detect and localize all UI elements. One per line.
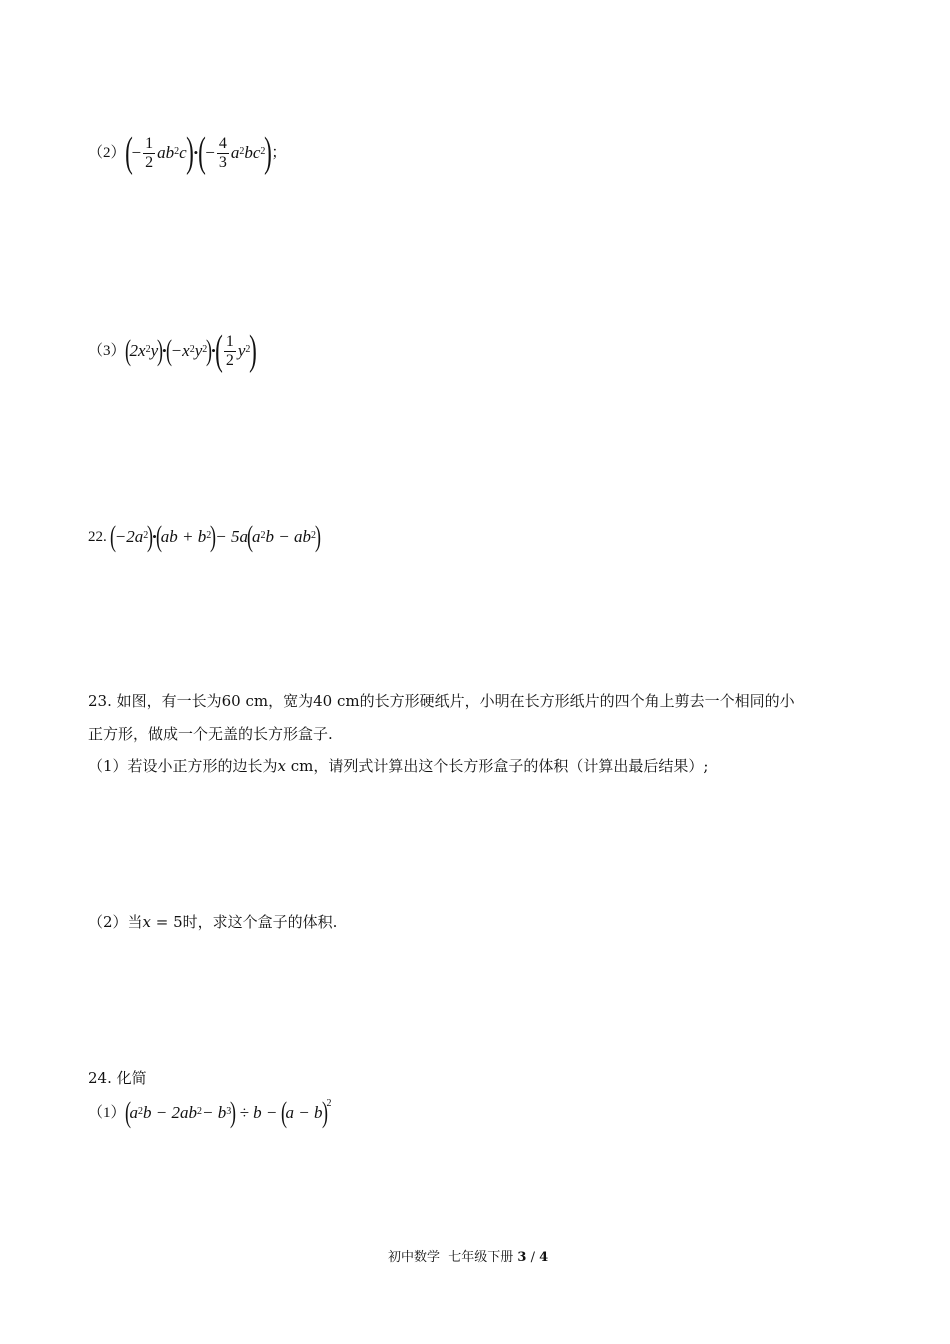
problem-24-1 xyxy=(88,1098,332,1128)
problem-label: 22. xyxy=(88,529,107,545)
left-paren: ( xyxy=(124,130,133,176)
page-total: 4 xyxy=(539,1250,549,1265)
dot-operator: • xyxy=(211,343,216,358)
right-paren: ) xyxy=(147,520,154,553)
problem-label: （2） xyxy=(88,145,126,161)
denominator: 2 xyxy=(145,153,154,171)
term: 2x xyxy=(129,341,146,360)
term: −x xyxy=(170,341,190,360)
problem-21-3 xyxy=(88,330,256,372)
term: a xyxy=(230,143,240,162)
dot-operator: • xyxy=(193,145,199,160)
page-number: 3 xyxy=(517,1250,527,1265)
exponent: 2 xyxy=(206,529,212,541)
left-paren: ( xyxy=(124,334,131,367)
problem-23-q1 xyxy=(88,756,708,776)
fraction xyxy=(217,135,229,172)
problem-23-line2: 正方形，做成一个无盖的长方形盒子. xyxy=(88,725,333,743)
numerator: 1 xyxy=(225,332,234,350)
left-paren: ( xyxy=(247,520,254,553)
right-paren: ) xyxy=(249,328,258,374)
problem-22 xyxy=(88,522,320,552)
left-paren: ( xyxy=(214,328,223,374)
left-paren: ( xyxy=(124,1096,131,1129)
problem-21-2 xyxy=(88,132,286,174)
variable: x xyxy=(277,757,287,775)
fraction xyxy=(143,135,155,172)
page-footer xyxy=(388,1246,548,1265)
sign: − xyxy=(205,143,215,162)
term: ab xyxy=(157,143,175,162)
exponent: 2 xyxy=(143,529,149,541)
right-paren: ) xyxy=(185,130,194,176)
term: y xyxy=(150,341,159,360)
left-paren: ( xyxy=(165,334,172,367)
term: ab + b xyxy=(160,527,207,546)
problem-label: （1） xyxy=(88,1105,126,1121)
term: −2a xyxy=(114,527,144,546)
sign: − xyxy=(131,143,142,162)
term: a xyxy=(252,527,261,546)
denominator: 3 xyxy=(218,153,227,171)
question-text: （1）若设小正方形的边长为 xyxy=(88,757,278,775)
right-paren: ) xyxy=(210,520,217,553)
exponent: 2 xyxy=(145,343,151,355)
footer-subject: 初中数学 七年级下册 xyxy=(388,1250,514,1265)
right-paren: ) xyxy=(315,520,321,553)
right-paren: ) xyxy=(230,1096,237,1129)
question-text: cm，请列式计算出这个长方形盒子的体积（计算出最后结果）; xyxy=(286,757,709,775)
question-text: （2）当 xyxy=(88,913,143,931)
problem-label: （3） xyxy=(88,343,126,359)
term: c xyxy=(179,143,187,162)
variable: x xyxy=(142,913,152,931)
exponent: 2 xyxy=(174,145,180,157)
dot-operator: • xyxy=(162,343,167,358)
exponent: 2 xyxy=(260,529,266,541)
term: a − b xyxy=(285,1103,323,1122)
left-paren: ( xyxy=(280,1096,287,1129)
exponent: 2 xyxy=(239,145,245,157)
term: ÷ b − xyxy=(235,1103,282,1122)
question-text: = 5时，求这个盒子的体积. xyxy=(151,913,338,931)
problem-24-title: 24. 化简 xyxy=(88,1069,147,1087)
right-paren: ) xyxy=(264,130,273,176)
right-paren: ) xyxy=(157,334,164,367)
exponent: 2 xyxy=(326,1097,332,1109)
denominator: 2 xyxy=(225,351,234,369)
exponent: 2 xyxy=(311,529,316,541)
right-paren: ) xyxy=(321,1096,328,1129)
term: y xyxy=(237,341,246,360)
dot-operator: • xyxy=(152,529,157,544)
term: y xyxy=(194,341,203,360)
numerator: 4 xyxy=(218,134,227,152)
numerator: 1 xyxy=(145,134,154,152)
term: b − ab xyxy=(265,527,311,546)
exponent: 2 xyxy=(197,1105,202,1117)
term: b − 2ab xyxy=(143,1103,197,1122)
exponent: 3 xyxy=(226,1105,232,1117)
problem-23-q2 xyxy=(88,912,337,932)
left-paren: ( xyxy=(109,520,116,553)
terminator: ； xyxy=(271,145,287,161)
left-paren: ( xyxy=(155,520,162,553)
term: − 5a xyxy=(215,527,249,546)
exponent: 2 xyxy=(189,343,195,355)
fraction xyxy=(224,333,236,370)
term: − b xyxy=(202,1103,227,1122)
page-separator: / xyxy=(526,1250,540,1265)
right-paren: ) xyxy=(206,334,213,367)
exponent: 2 xyxy=(138,1105,144,1117)
exponent: 2 xyxy=(260,145,266,157)
left-paren: ( xyxy=(198,130,207,176)
exponent: 2 xyxy=(202,343,208,355)
term: a xyxy=(129,1103,139,1122)
exponent: 2 xyxy=(245,343,251,355)
problem-23-line1: 23. 如图，有一长为60 cm，宽为40 cm的长方形硬纸片，小明在长方形纸片的四个角上剪去一个相同的小 xyxy=(88,692,795,710)
term: bc xyxy=(244,143,261,162)
